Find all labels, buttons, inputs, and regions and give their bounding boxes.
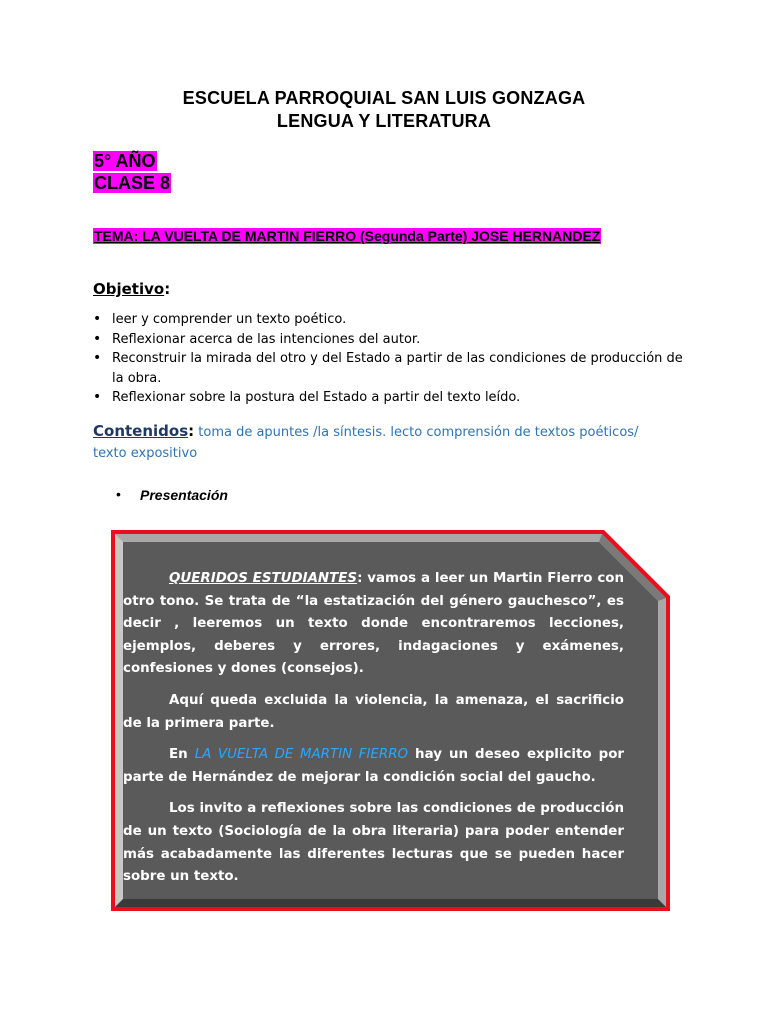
objectives-title: Objetivo — [93, 280, 165, 298]
list-item: • Reflexionar acerca de las intenciones del autor. — [93, 330, 683, 350]
course-class — [93, 172, 171, 194]
subject-name: LENGUA Y LITERATURA — [276, 111, 492, 131]
box-book-title: LA VUELTA DE MARTIN FIERRO — [194, 747, 409, 763]
topic — [93, 228, 601, 244]
message-box-text — [123, 568, 624, 898]
box-paragraph-3 — [123, 744, 624, 789]
objectives-list — [93, 310, 683, 408]
course-class-text: CLASE 8 — [94, 173, 171, 193]
box-paragraph-1 — [123, 568, 624, 681]
objectives-colon: : — [164, 280, 171, 298]
objectives-heading — [93, 280, 170, 298]
topic-text: TEMA: LA VUELTA DE MARTIN FIERRO (Segunda Parte) JOSE HERNANDEZ — [94, 228, 601, 244]
presentation-bullet: • — [116, 486, 121, 502]
course-year-text: 5° AÑO — [94, 151, 156, 171]
contents-text: toma de apuntes /la síntesis. lecto comprensión de textos poéticos/ texto expositivo — [93, 425, 639, 461]
list-item: • Reconstruir la mirada del otro y del Estado a partir de las condiciones de producción de la obra. — [93, 349, 683, 388]
box-p3-pre: En — [169, 747, 195, 763]
presentation-label: Presentación — [140, 487, 228, 503]
box-p1-text: : vamos a leer un Martin Fierro con otro tono. Se trata de “la estatización del género gauchesco”, es decir , leeremos un texto donde encontraremos lecciones, ejemplos, deberes y errores, indagaciones y exámenes, confesiones y dones (consejos). — [123, 571, 624, 677]
box-paragraph-2: Aquí queda excluida la violencia, la amenaza, el sacrificio de la primera parte. — [123, 692, 624, 731]
list-item: • leer y comprender un texto poético. — [93, 310, 683, 330]
box-greeting: QUERIDOS ESTUDIANTES — [169, 571, 358, 586]
contents-label: Contenidos — [93, 422, 189, 440]
school-name: ESCUELA PARROQUIAL SAN LUIS GONZAGA — [182, 88, 586, 108]
course-year — [93, 150, 157, 172]
contents-paragraph — [93, 421, 673, 464]
box-paragraph-4: Los invito a reflexiones sobre las condiciones de producción de un texto (Sociología de la obra literaria) para poder entender más acabadamente las diferentes lecturas que se pueden hacer sobre un texto. — [123, 801, 624, 885]
list-item: • Reflexionar sobre la postura del Estado a partir del texto leído. — [93, 388, 683, 408]
box-p3-text: hay un deseo explicito por parte de Hernández de mejorar la condición social del gaucho. — [123, 747, 624, 785]
contents-colon: : — [188, 422, 195, 440]
